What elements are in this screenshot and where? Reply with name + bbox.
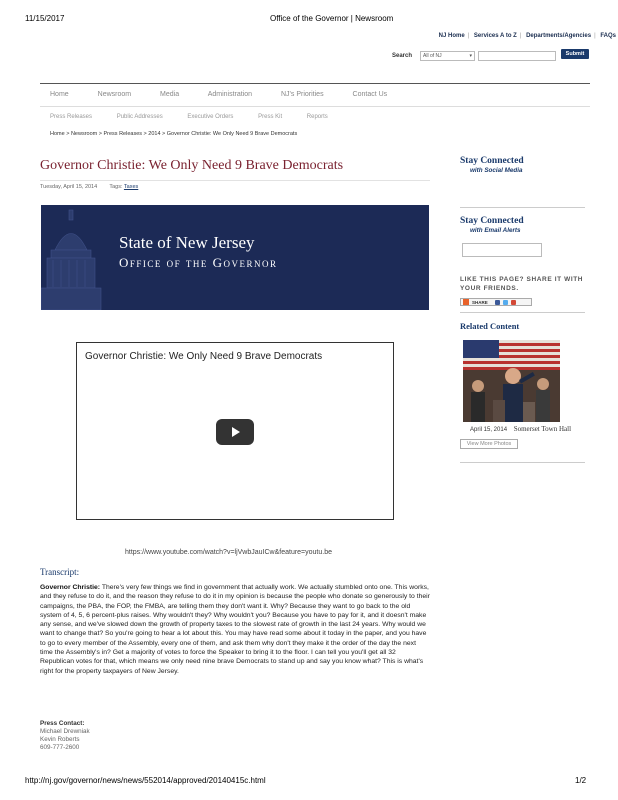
banner-line2: Office of the Governor (119, 255, 278, 270)
share-button[interactable] (460, 298, 532, 306)
footer-page-number: 1/2 (575, 776, 587, 785)
submit-button[interactable]: Submit (561, 49, 589, 59)
search-scope-value: All of NJ (423, 53, 442, 59)
main-nav (50, 91, 414, 98)
subnav-press-releases[interactable]: Press Releases (50, 114, 93, 120)
sidebar-rule (460, 312, 585, 313)
banner-line1: State of New Jersey (119, 233, 255, 252)
sidebar-rule (460, 207, 585, 208)
nav-home[interactable]: Home (50, 91, 69, 98)
stay-connected-social-sub[interactable]: with Social Media (470, 167, 523, 174)
search-input[interactable] (478, 51, 556, 61)
governor-banner (41, 205, 429, 310)
article-meta (40, 184, 138, 190)
play-button[interactable] (216, 419, 254, 445)
transcript-text: There's very few things we find in government that actually work. We actually stumbled onto one. This works, and they refuse to do it, and the reason they refuse to do it in my opinion is because the people who donate so generously to their campaigns, the PBA, the FOP, the FMBA, are telling them they don't want it. Why? Because they want to go back to the old system of 4, 5, 6 percent-plus raises. Why wouldn't they? Why wouldn't you? Because you have to pay for it, and it doesn't make any sense, and we've slowed down the growth of property taxes to the slowest rate of growth in the last 24 years. Why would we want to change that? So you're going to hear a lot about this. You may have read some about it today in the paper, and you have to go to every member of the Assembly, every one of them, and ask them why don't they make it the order of the day the next time the Assembly's in? Get a majority of votes to force the Speaker to bring it to the floor. I can tell you you'll get all 32 Republican votes for that, which means we only need nine brave Democrats to stand up and say you know what? This is what's right for the property taxpayers of New Jersey. (40, 584, 430, 675)
search-scope-select[interactable] (420, 51, 475, 61)
utility-links: NJ Home | Services A to Z | Departments/Agencies | FAQs (438, 33, 616, 39)
tag-link[interactable]: Taxes (123, 184, 139, 190)
subnav-press-kit[interactable]: Press Kit (258, 114, 283, 120)
transcript-heading: Transcript: (40, 567, 80, 577)
nav-top-rule (40, 83, 590, 84)
photo-date: April 15, 2014 (470, 427, 508, 433)
print-title: Office of the Governor | Newsroom (270, 14, 394, 23)
related-content-heading: Related Content (460, 321, 520, 331)
sub-nav (50, 114, 351, 120)
nav-contact[interactable]: Contact Us (352, 91, 388, 98)
util-link-departments[interactable]: Departments/Agencies (526, 33, 592, 39)
sidebar-rule (460, 462, 585, 463)
press-contact-name: Kevin Roberts (40, 736, 80, 743)
photo-location: Somerset Town Hall (513, 425, 572, 433)
footer-url: http://nj.gov/governor/news/news/552014/approved/20140415c.html (25, 776, 266, 785)
transcript-body (40, 583, 430, 676)
title-rule (40, 180, 430, 181)
transcript-speaker: Governor Christie: (40, 584, 101, 591)
breadcrumb[interactable]: Home > Newsroom > Press Releases > 2014 > Governor Christie: We Only Need 9 Brave Democrats (50, 131, 298, 137)
related-photo[interactable] (463, 340, 560, 422)
press-contact-phone: 609-777-2600 (40, 744, 80, 751)
nav-administration[interactable]: Administration (207, 91, 253, 98)
search-label: Search (392, 53, 413, 59)
nav-newsroom[interactable]: Newsroom (97, 91, 132, 98)
video-title: Governor Christie: We Only Need 9 Brave Democrats (85, 351, 323, 362)
press-contact-name: Michael Drewniak (40, 728, 90, 735)
press-contact-heading: Press Contact: (40, 720, 85, 727)
share-label: SHARE (472, 299, 488, 305)
page-title: Governor Christie: We Only Need 9 Brave Democrats (40, 158, 344, 173)
subnav-executive-orders[interactable]: Executive Orders (187, 114, 234, 120)
photo-caption (470, 425, 571, 433)
share-icon (463, 299, 469, 305)
util-link-faqs[interactable]: FAQs (600, 33, 616, 39)
subnav-public-addresses[interactable]: Public Addresses (116, 114, 163, 120)
chevron-down-icon: ▾ (469, 53, 472, 59)
email-icon (511, 300, 516, 305)
play-icon (229, 426, 241, 438)
util-link-services[interactable]: Services A to Z (473, 33, 517, 39)
email-field[interactable] (462, 243, 542, 257)
nav-bottom-rule (40, 106, 590, 107)
util-link-nj-home[interactable]: NJ Home (438, 33, 465, 39)
related-photo-image (463, 340, 560, 422)
facebook-icon (495, 300, 500, 305)
press-contact (40, 720, 90, 752)
video-embed[interactable] (76, 342, 394, 520)
video-url[interactable]: https://www.youtube.com/watch?v=ljVwbJauICw&feature=youtu.be (125, 549, 332, 556)
stay-connected-social-heading[interactable]: Stay Connected (460, 156, 524, 166)
print-date: 11/15/2017 (25, 14, 65, 23)
share-prompt: LIKE THIS PAGE? SHARE IT WITH YOUR FRIENDS. (460, 276, 584, 292)
nav-priorities[interactable]: NJ's Priorities (281, 91, 324, 98)
stay-connected-email-heading[interactable]: Stay Connected (460, 216, 524, 226)
tags-label: Tags: (109, 184, 123, 190)
twitter-icon (503, 300, 508, 305)
stay-connected-email-sub[interactable]: with Email Alerts (470, 227, 521, 234)
view-more-photos-button[interactable]: View More Photos (460, 439, 518, 449)
subnav-reports[interactable]: Reports (306, 114, 328, 120)
nav-media[interactable]: Media (160, 91, 180, 98)
article-date: Tuesday, April 15, 2014 (40, 184, 98, 190)
